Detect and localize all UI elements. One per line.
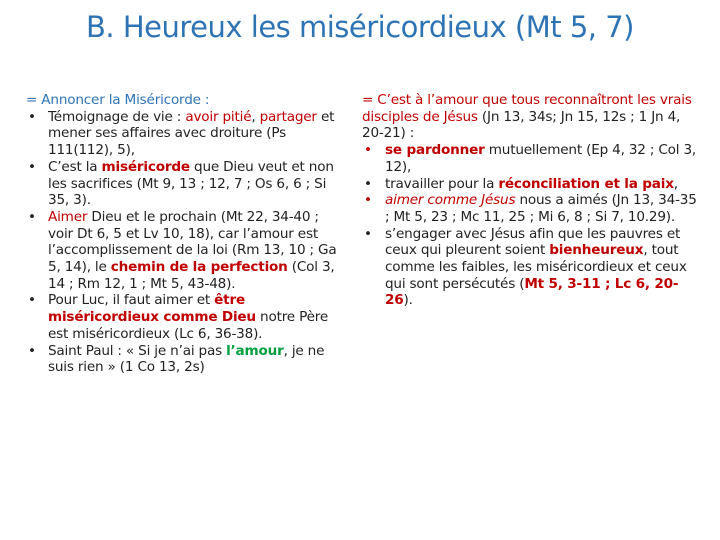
bullet-text: , tout comme les faibles, les miséricordieux et ceux qui sont persécutés ( [385,242,687,292]
slide-title: B. Heureux les miséricordieux (Mt 5, 7) [86,10,634,44]
bullet-text: nous a aimés (Jn 13, 34-35 ; Mt 5, 23 ; Mc 11, 25 ; Mi 6, 8 ; Si 7, 10.29). [385,192,697,225]
right-bullet-item-3 [362,192,699,225]
bullet-text: C’est la [48,158,102,175]
bullet-text: aimer comme Jésus [385,192,516,209]
bullet-icon: • [364,192,372,209]
bullet-icon: • [28,292,36,309]
bullet-text: miséricorde [101,158,190,175]
bullet-text: réconciliation et la paix [498,175,674,192]
left-bullet-item-3 [26,209,341,293]
left-bullet-item-1 [26,109,341,159]
bullet-icon: • [364,225,372,242]
intro-text: = C’est à l’amour que tous reconnaîtront les vrais disciples de Jésus [362,92,692,125]
bullet-text: s’engager avec Jésus afin que les pauvres et ceux qui pleurent soient [385,225,681,259]
right-bullet-item-4 [362,226,699,310]
right-intro [362,92,699,142]
left-bullet-list [26,109,341,376]
bullet-text: Mt 5, 3-11 ; Lc 6, 20-26 [385,275,679,309]
bullet-text: travailler pour la [385,175,499,192]
right-bullet-list [362,142,699,309]
bullet-text: partager [259,108,317,125]
right-column [362,92,699,309]
bullet-icon: • [28,208,36,225]
bullet-text: Saint Paul : « Si je n’ai pas [48,342,227,359]
bullet-icon: • [28,158,36,175]
bullet-icon: • [364,142,372,159]
bullet-icon: • [364,175,372,192]
bullet-text: ). [403,292,413,309]
bullet-text: mutuellement (Ep 4, 32 ; Col 3, 12), [385,142,697,175]
bullet-text: notre Père est miséricordieux (Lc 6, 36-38). [48,309,329,342]
right-bullet-item-1 [362,142,699,175]
left-bullet-item-5 [26,343,341,376]
bullet-text: , [673,175,678,192]
bullet-text: que Dieu veut et non les sacrifices (Mt 9, 13 ; 12, 7 ; Os 6, 6 ; Si 35, 3). [48,158,334,209]
intro-text: (Jn 13, 34s; Jn 15, 12s ; 1 Jn 4, 20-21) : [362,108,681,142]
bullet-text: Aimer [48,208,88,225]
right-bullet-item-2 [362,176,699,193]
bullet-text: Pour Luc, il faut aimer et [48,292,215,309]
bullet-text: , je ne suis rien » (1 Co 13, 2s) [48,342,325,376]
bullet-text: et mener ses affaires avec droiture (Ps 111(112), 5), [48,108,335,159]
bullet-text: se pardonner [385,142,485,159]
bullet-text: avoir pitié [185,108,252,125]
bullet-text: (Col 3, 14 ; Rm 12, 1 ; Mt 5, 43-48). [48,259,335,292]
bullet-text: l’amour [226,342,284,359]
bullet-text: , [251,108,260,125]
bullet-text: être miséricordieux comme Dieu [48,292,256,326]
bullet-text: bienheureux [549,242,644,259]
bullet-text: Témoignage de vie : [48,108,186,125]
bullet-icon: • [28,342,36,359]
bullet-text: chemin de la perfection [110,259,288,276]
left-column [26,92,341,376]
bullet-icon: • [28,108,36,125]
left-bullet-item-4 [26,292,341,342]
left-intro: = Annoncer la Miséricorde : [26,92,210,108]
left-bullet-item-2 [26,159,341,209]
bullet-text: Dieu et le prochain (Mt 22, 34-40 ; voir Dt 6, 5 et Lv 10, 18), car l’amour est l’accomplissement de la loi (Rm 13, 10 ; Ga 5, 14), le [48,208,337,276]
